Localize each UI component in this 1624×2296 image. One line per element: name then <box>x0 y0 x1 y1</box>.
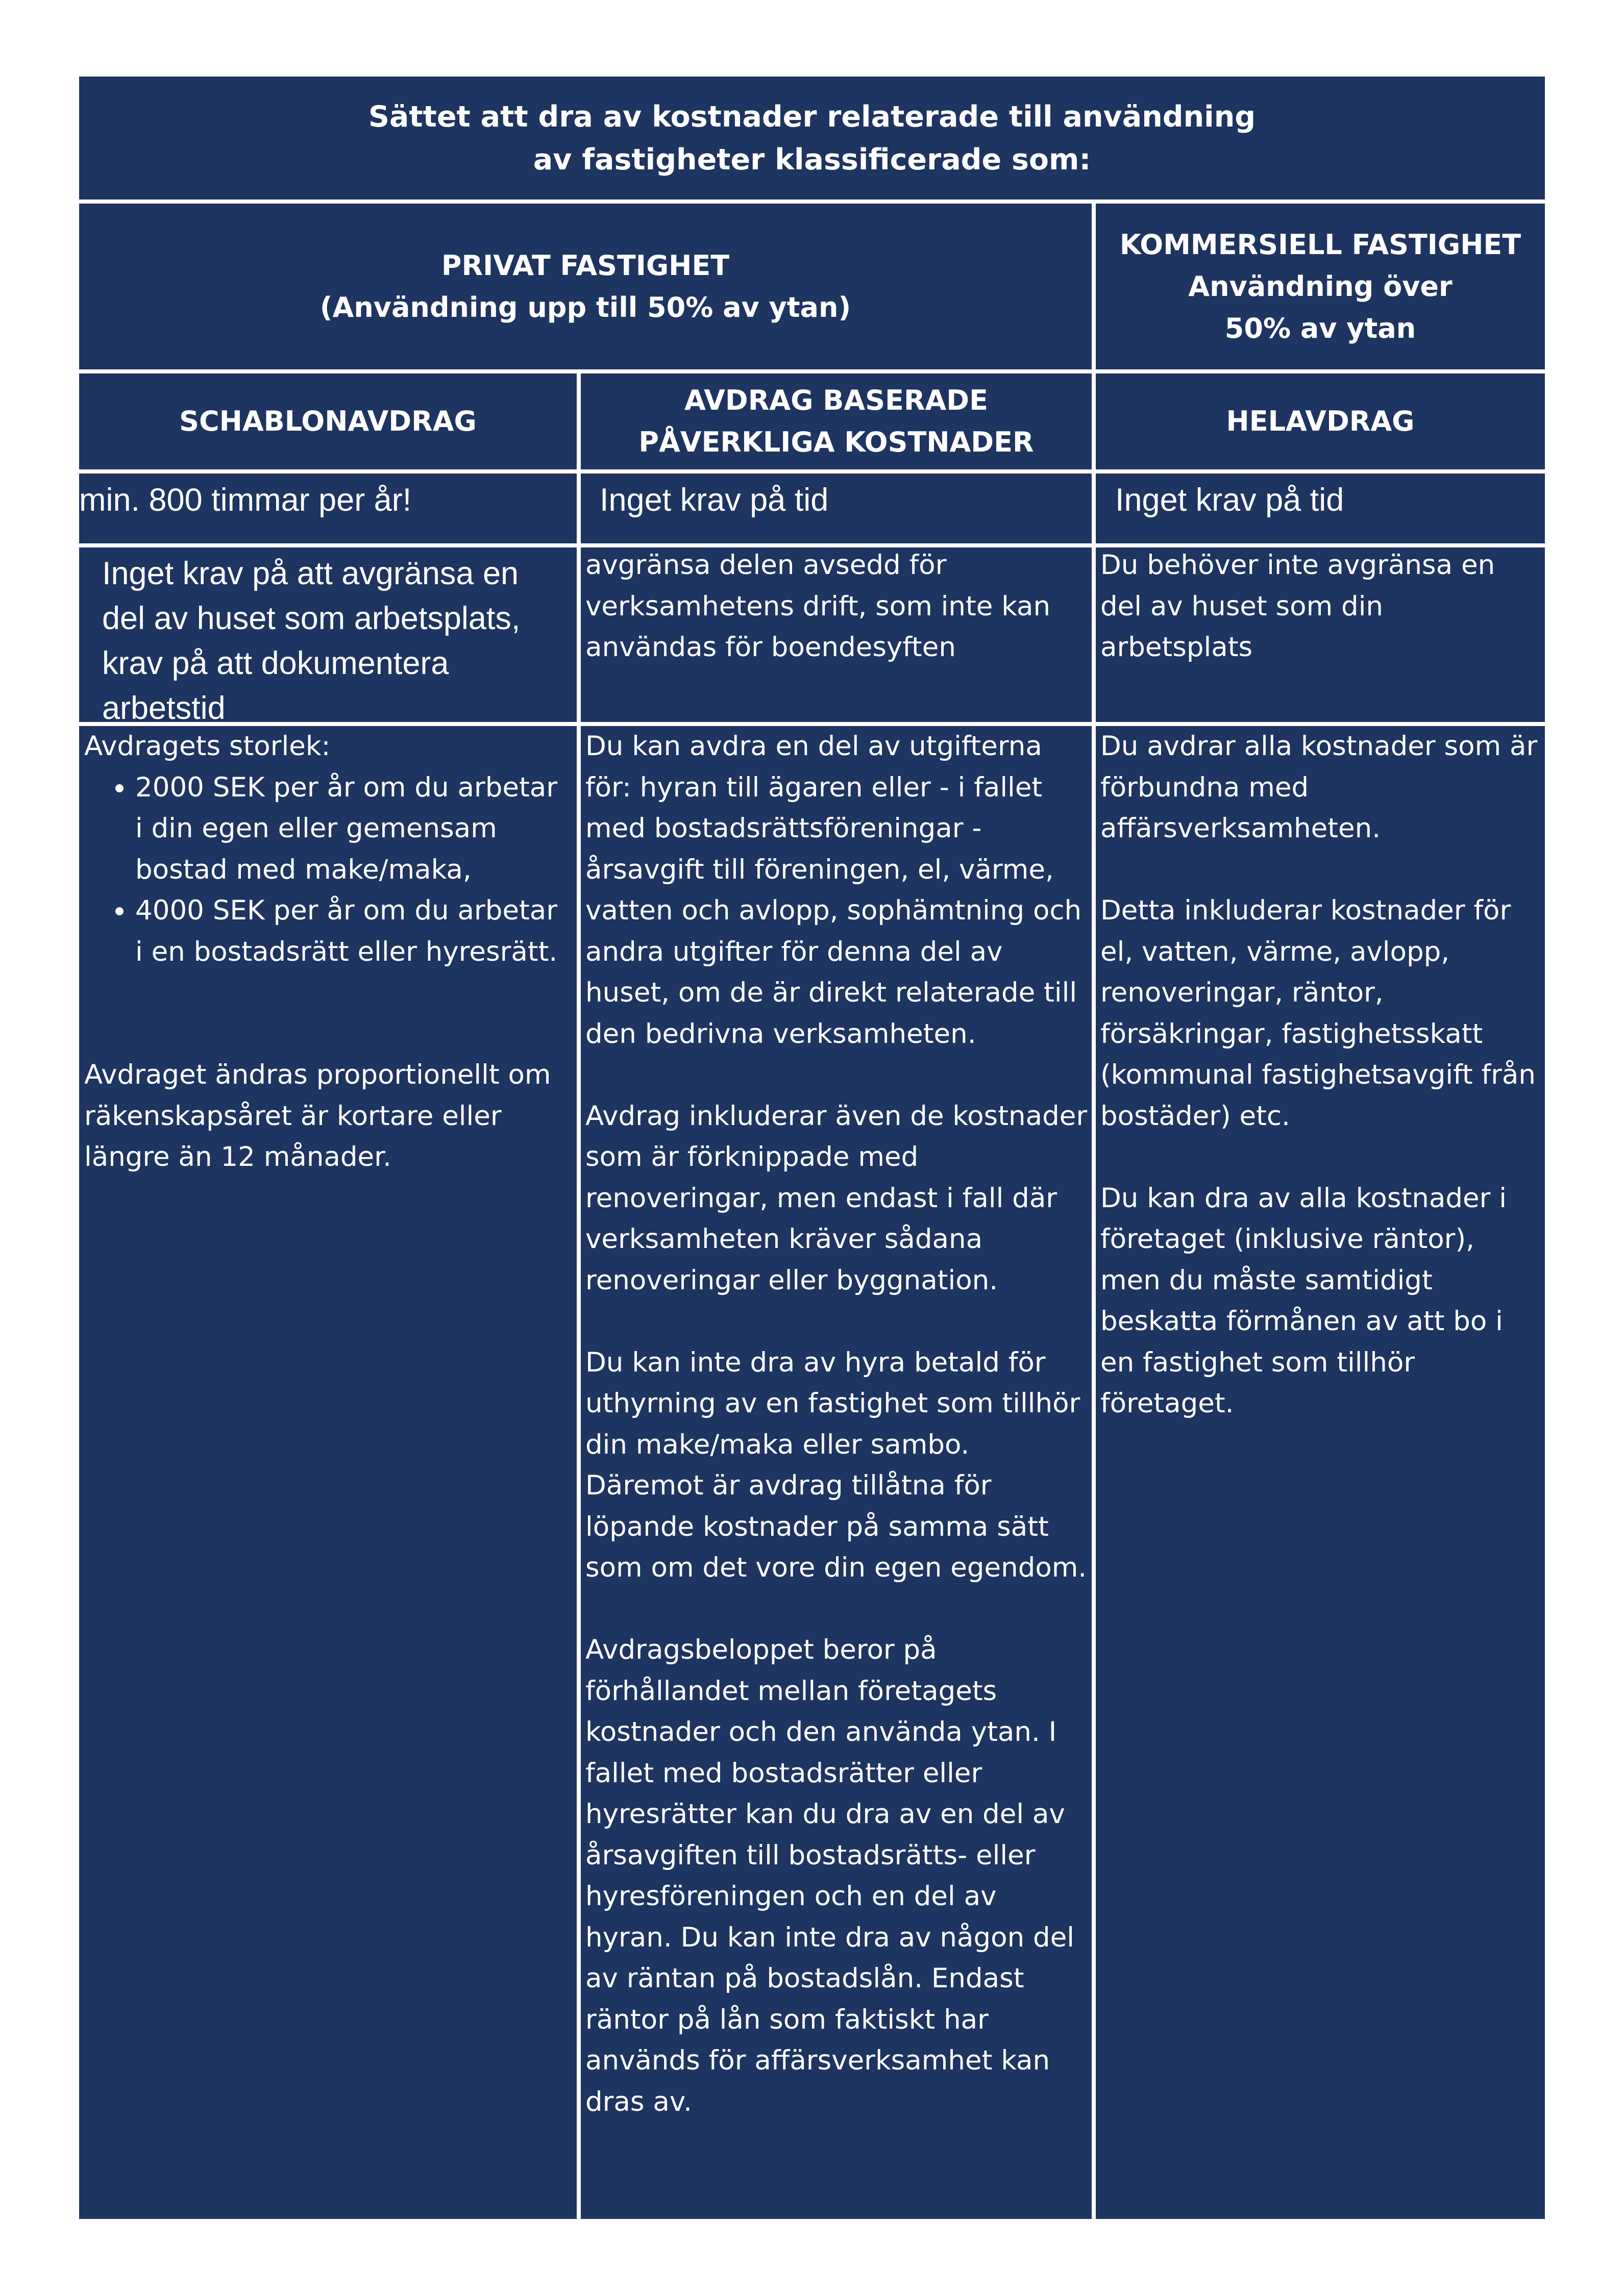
column-header-label: SCHABLONAVDRAG <box>179 405 477 437</box>
column-header-line2: PÅVERKLIGA KOSTNADER <box>638 426 1034 458</box>
divider <box>79 199 1545 204</box>
details-helavdrag <box>1100 726 1542 1425</box>
paragraph: Du kan avdra en del av utgifterna för: hyran till ägaren eller - i fallet med bostadsrättsföreningar - årsavgift till föreningen, el, värme, vatten och avlopp, sophämtning och andra utgifter för denna del av huset, om de är direkt relaterade till den bedrivna verksamheten. <box>585 731 1082 1050</box>
table-title <box>79 77 1545 199</box>
commercial-header-line2: Användning över <box>1188 270 1453 303</box>
details-schablonavdrag <box>84 726 572 1178</box>
column-header-label: HELAVDRAG <box>1226 405 1415 437</box>
divider <box>577 371 581 2219</box>
divider <box>79 469 1545 473</box>
column-header-line1: AVDRAG BASERADE <box>684 384 989 416</box>
private-header-line2: (Användning upp till 50% av ytan) <box>319 291 851 323</box>
proportional-note: Avdraget ändras proportionellt om räkenskapsåret är kortare eller längre än 12 månader. <box>84 1059 551 1172</box>
column-header-helavdrag <box>1096 373 1545 469</box>
commercial-header-line3: 50% av ytan <box>1224 312 1416 344</box>
paragraph: Avdrag inkluderar även de kostnader som är förknippade med renoveringar, men endast i fall där verksamheten kräver sådana renoveringar eller byggnation. <box>585 1100 1088 1296</box>
details-actual-costs <box>585 726 1088 2123</box>
paragraph: Du kan inte dra av hyra betald för uthyrning av en fastighet som tillhör din make/maka eller sambo. Däremot är avdrag tillåtna för löpande kostnader på samma sätt som om det vore din egen egendom. <box>585 1346 1087 1583</box>
column-header-schablonavdrag <box>79 373 577 469</box>
workspace-requirement-col3: Du behöver inte avgränsa en del av huset som din arbetsplats <box>1100 550 1495 663</box>
workspace-requirement-col1: Inget krav på att avgränsa en del av huset som arbetsplats, krav på att dokumentera arbetstid <box>102 556 521 726</box>
paragraph: Du avdrar alla kostnader som är förbundna med affärsverksamheten. <box>1100 731 1538 844</box>
private-header-line1: PRIVAT FASTIGHET <box>441 249 730 282</box>
workspace-requirement-col2: avgränsa delen avsedd för verksamhetens drift, som inte kan användas för boendesyften <box>585 550 1051 663</box>
list-item: • 2000 SEK per år om du arbetar i din egen eller gemensam bostad med make/maka, <box>135 767 572 891</box>
commercial-property-header <box>1096 204 1545 369</box>
paragraph: Detta inkluderar kostnader för el, vatten, värme, avlopp, renoveringar, räntor, försäkringar, fastighetsskatt (kommunal fastighetsavgift från bostäder) etc. <box>1100 895 1536 1132</box>
divider <box>1092 202 1096 2219</box>
list-item: • 4000 SEK per år om du arbetar i en bostadsrätt eller hyresrätt. <box>135 890 572 972</box>
table-title-line2: av fastigheter klassificerade som: <box>533 142 1091 177</box>
time-requirement-col1: min. 800 timmar per år! <box>79 482 412 518</box>
time-requirement-col3: Inget krav på tid <box>1115 482 1344 518</box>
spacer <box>84 972 572 1055</box>
paragraph: Avdragsbeloppet beror på förhållandet mellan företagets kostnader och den använda ytan. I fallet med bostadsrätter eller hyresrätter kan du dra av en del av årsavgiften till bostadsrätts- eller hyresföreningen och en del av hyran. Du kan inte dra av någon del av räntan på bostadslån. Endast räntor på lån som faktiskt har används för affärsverksamhet kan dras av. <box>585 1634 1074 2117</box>
time-requirement-col2: Inget krav på tid <box>600 482 829 518</box>
deduction-table <box>79 77 1545 2219</box>
divider <box>79 369 1545 373</box>
column-header-actual-costs <box>581 373 1092 469</box>
private-property-header <box>79 204 1092 369</box>
deduction-size-intro: Avdragets storlek: <box>84 731 331 762</box>
table-title-line1: Sättet att dra av kostnader relaterade till användning <box>368 99 1256 134</box>
commercial-header-line1: KOMMERSIELL FASTIGHET <box>1119 228 1521 261</box>
deduction-size-list <box>84 767 572 973</box>
paragraph: Du kan dra av alla kostnader i företaget (inklusive räntor), men du måste samtidigt beskatta förmånen av att bo i en fastighet som tillhör företaget. <box>1100 1182 1507 1419</box>
